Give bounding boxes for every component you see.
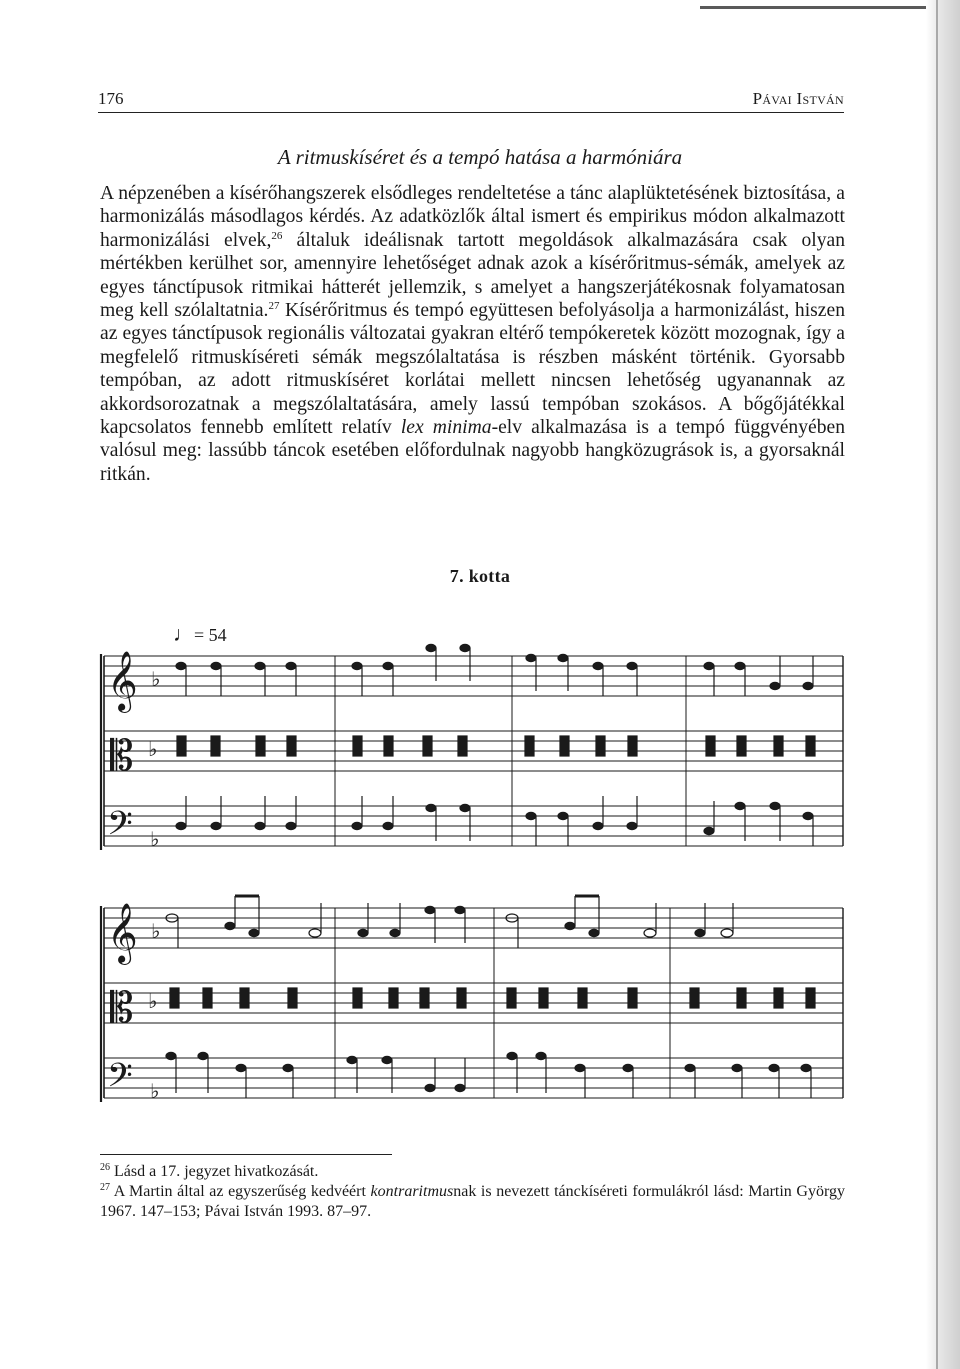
paragraph-text: -elv alkalmazása is a tempó függvényében valósul meg: lassúbb táncok esetében előfordulnak nagyobb hangközugrások is, a gyorsaknál ritkán.	[100, 417, 845, 485]
treble-clef-icon: 𝄞	[107, 903, 138, 963]
flat-icon: ♭	[151, 667, 161, 691]
paragraph-text: Kísérőritmus és tempó együttesen befolyásolja a harmonizálást, hiszen az egyes tánctípusok regionális változatai gyakran eltérő tempókeretek között mozognak, így a megfelelő ritmuskíséreti sémák megszólaltatása is részben másként történik. Gyorsabb tempóban, az adott ritmuskíséret korlátai mellett nincsen lehetőség ugyanannak az akkordsorozatnak a megszólaltatására, amely lassú tempóban szokásos. A bőgőjátékkal kapcsolatos fennebb említett relatív	[100, 300, 845, 439]
flat-icon: ♭	[150, 1079, 160, 1103]
flat-icon: ♭	[148, 989, 158, 1013]
score-label: 7. kotta	[449, 566, 511, 586]
melody-notes	[176, 644, 813, 696]
score-system-1	[0, 636, 960, 856]
alto-clef-icon: 𝄡	[110, 983, 134, 1032]
running-head-author: Pávai István	[752, 89, 844, 108]
tempo-value: = 54	[194, 625, 227, 645]
treble-clef-icon: 𝄞	[107, 651, 138, 711]
bass-notes	[166, 1052, 811, 1098]
footnote-text: nak is nevezett tánckíséreti formulákról lásd: Martin György 1967. 147–153; Pávai István 1993. 87–97.	[100, 1183, 846, 1220]
footnote-26	[100, 1162, 845, 1182]
footnote-ref-27[interactable]: 27	[268, 300, 280, 313]
bass-staff-lines	[104, 1058, 843, 1098]
footnote-text: A Martin által az egyszerűség kedvéért	[113, 1183, 371, 1200]
bass-notes	[176, 796, 813, 846]
section-title: A ritmuskíséret és a tempó hatása a harmóniára	[277, 145, 683, 169]
treble-staff-lines	[104, 908, 843, 948]
footnote-27	[100, 1182, 845, 1222]
footnote-rule	[100, 1154, 392, 1155]
footnote-ref-26[interactable]: 26	[271, 229, 283, 242]
score-system-2	[0, 888, 960, 1113]
alto-chords	[170, 988, 815, 1008]
bass-clef-icon: 𝄢	[107, 805, 133, 851]
quarter-note-icon: ♩	[173, 622, 194, 646]
alto-clef-icon: 𝄡	[110, 731, 134, 780]
footnote-text: Lásd a 17. jegyzet hivatkozását.	[114, 1163, 319, 1180]
paragraph-italic-term: lex minima	[400, 417, 492, 439]
scan-top-rule	[700, 6, 960, 9]
melody-notes	[166, 896, 733, 948]
paragraph-text: általuk ideálisnak tartott megoldások alkalmazására csak olyan mértékben kerülhet sor, amennyire lehetőséget adnak azok a kísérőritmus-sémák, amelyek az egyes tánctípusok ritmikai hátterét jellemzik, s amelyet a hangszerjátékosnak folyamatosan meg kell szólaltatnia.	[100, 229, 845, 322]
flat-icon: ♭	[148, 737, 158, 761]
flat-icon: ♭	[151, 919, 161, 943]
flat-icon: ♭	[150, 827, 160, 851]
body-paragraph	[100, 182, 845, 486]
alto-staff-lines	[104, 983, 843, 1023]
alto-chords	[177, 736, 815, 756]
footnote-italic-term: kontraritmus	[370, 1183, 454, 1200]
footnotes	[100, 1162, 845, 1222]
page-number: 176	[98, 89, 124, 108]
footnote-number: 26	[100, 1162, 110, 1173]
paragraph-text: A népzenében a kísérőhangszerek elsődleges rendeltetése a tánc alaplüktetésének biztosítása, a harmonizálás másodlagos kérdés. Az adatközlők által ismert és empirikus módon alkalmazott harmonizálási elvek,	[100, 183, 845, 251]
page-header	[98, 88, 844, 113]
bass-clef-icon: 𝄢	[107, 1057, 133, 1103]
paragraph-1	[100, 182, 845, 486]
footnote-number: 27	[100, 1182, 110, 1193]
